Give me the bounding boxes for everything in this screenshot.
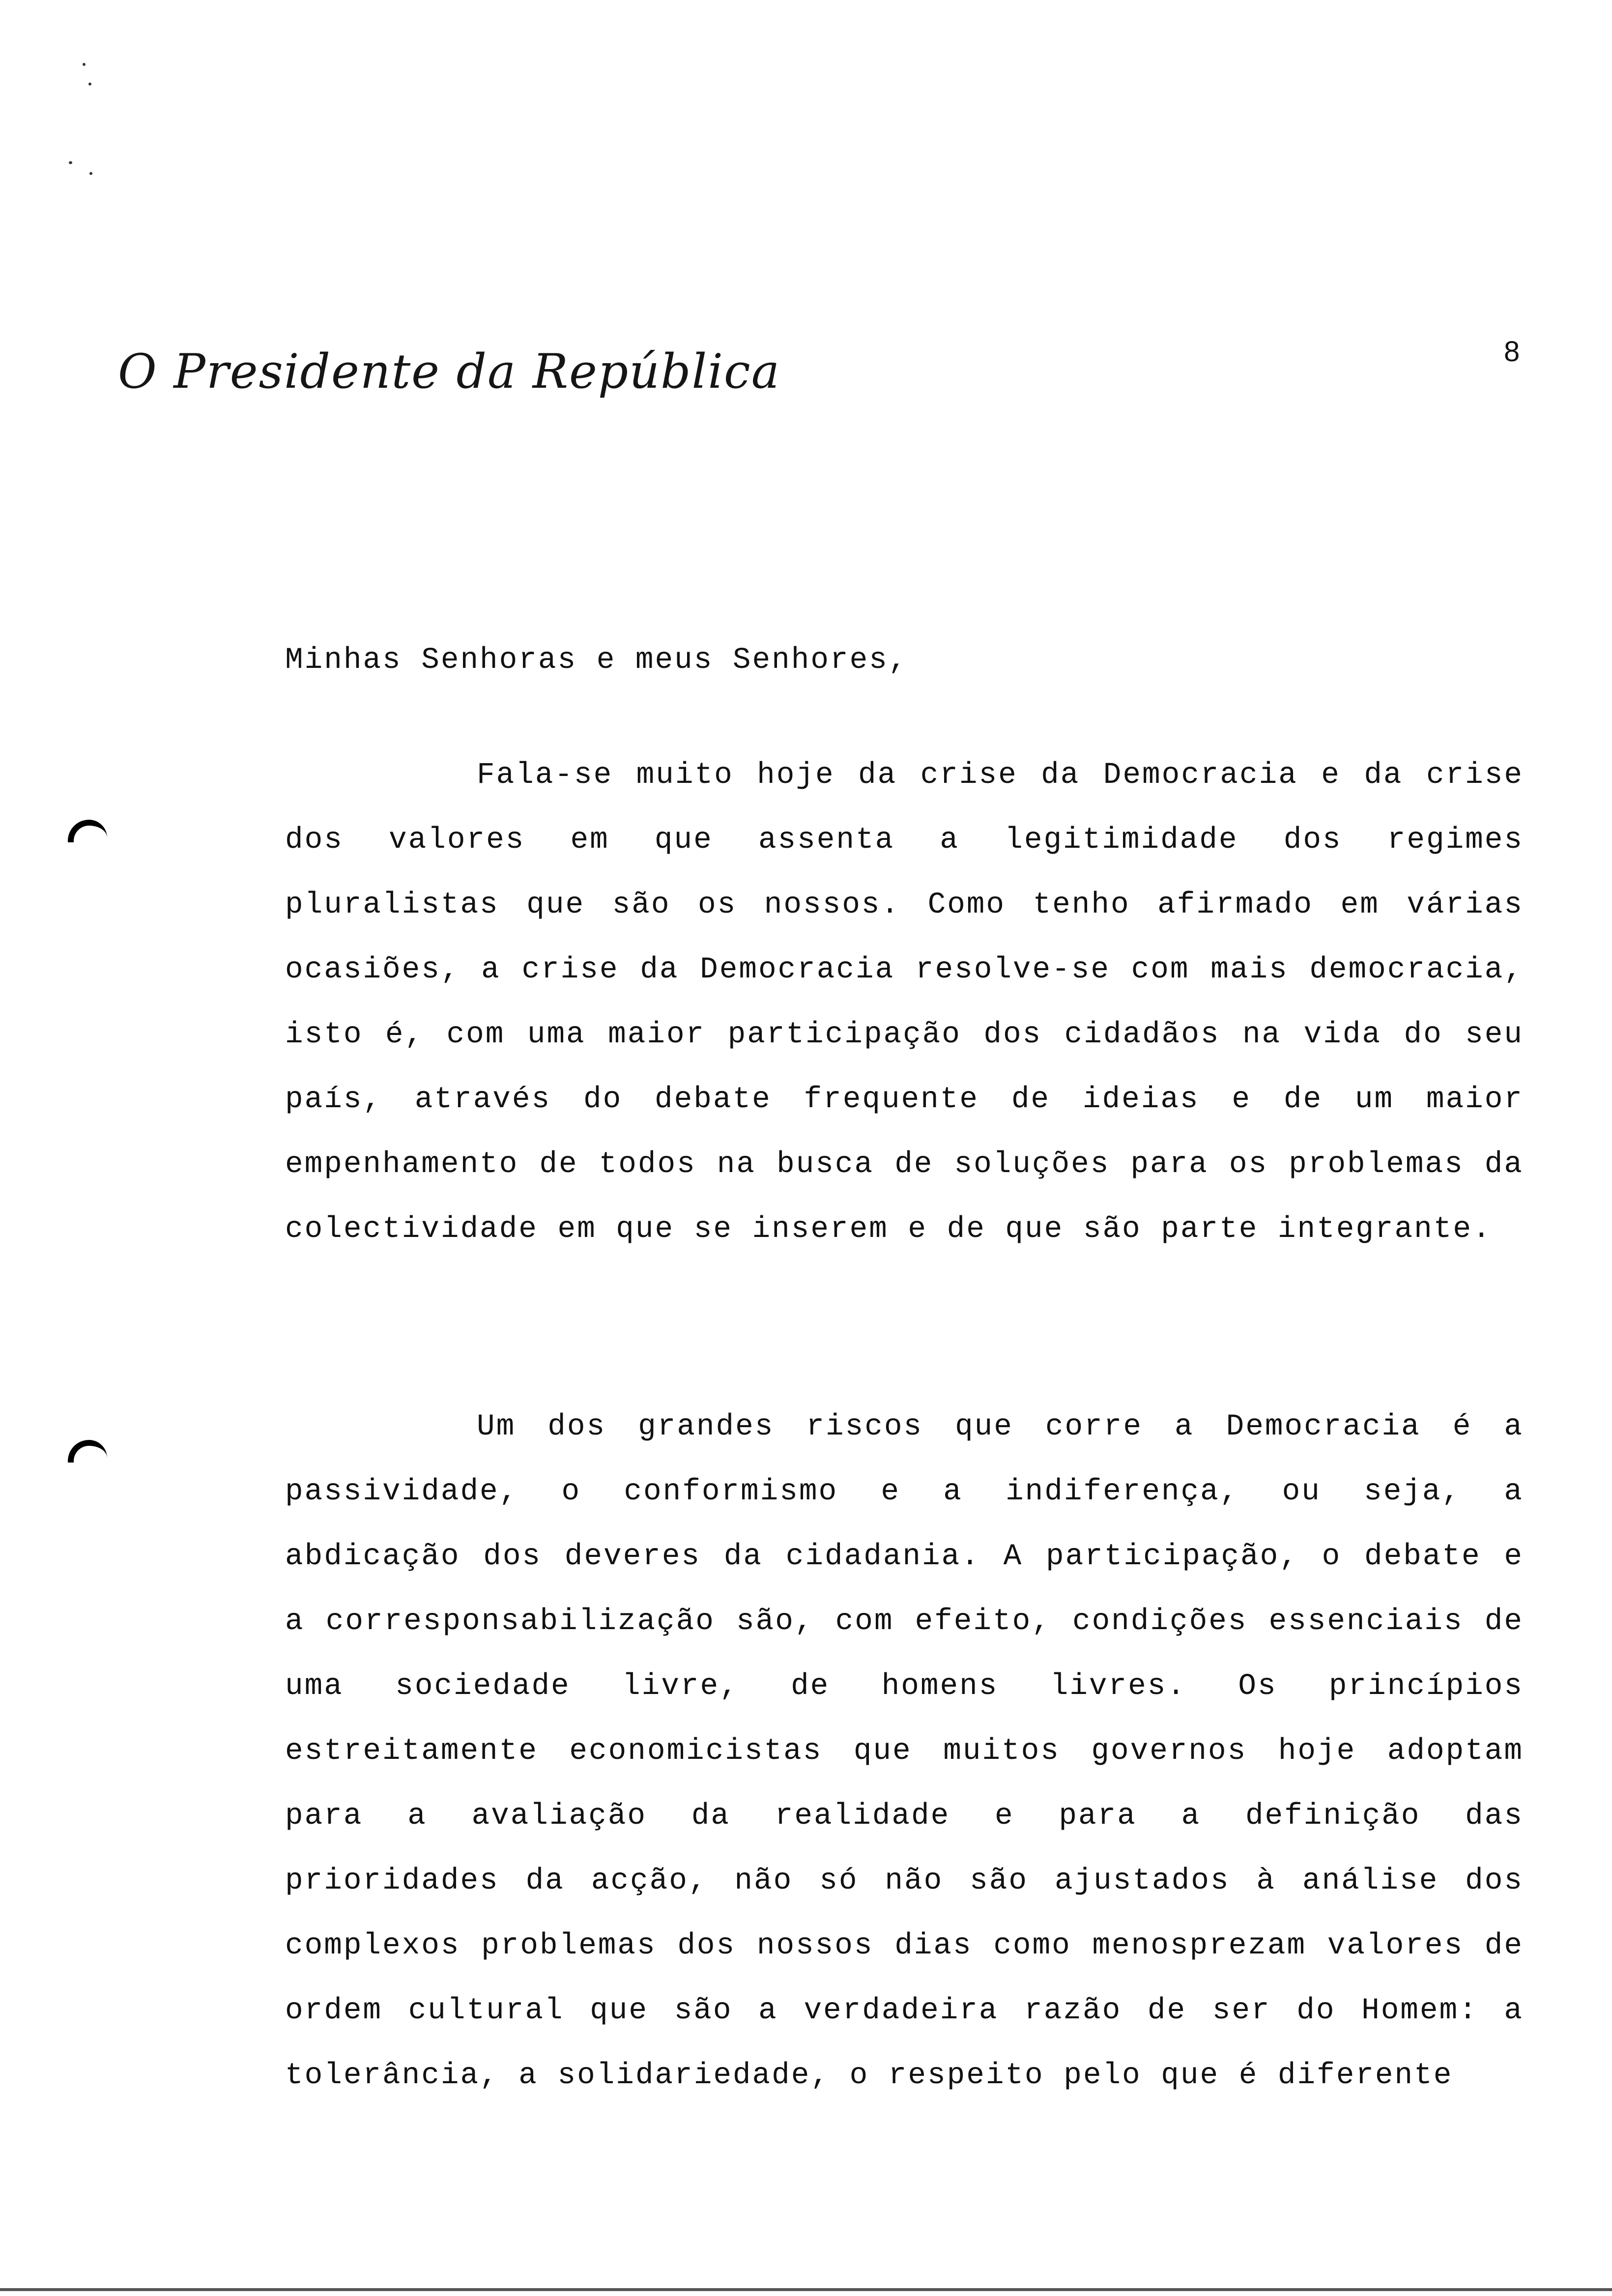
body-paragraph: Fala-se muito hoje da crise da Democracia e da crise dos valores em que assenta a legitimidade dos regimes pluralistas que são os nossos. Como tenho afirmado em várias ocasiões, a crise da Democracia resolve-se com mais democracia, isto é, com uma maior participação dos cidadãos na vida do seu país, através do debate frequente de ideias e de um maior empenhamento de todos na busca de soluções para os problemas da colectividade em que se inserem e de que são parte integrante.: [285, 758, 1524, 1246]
letterhead-title: O Presidente da República: [118, 344, 780, 399]
scan-speck: [89, 172, 92, 175]
scan-speck: [88, 83, 91, 86]
bottom-edge-line: [0, 2288, 1612, 2291]
salutation: Minhas Senhoras e meus Senhores,: [285, 643, 908, 677]
scan-speck: [69, 161, 72, 164]
body-paragraph: Um dos grandes riscos que corre a Democracia é a passividade, o conformismo e a indiferença, ou seja, a abdicação dos deveres da cidadania. A participação, o debate e a corresponsabilização são, com efeito, condições essenciais de uma sociedade livre, de homens livres. Os princípios estreitamente economicistas que muitos governos hoje adoptam para a avaliação da realidade e para a definição das prioridades da acção, não só não são ajustados à análise dos complexos problemas dos nossos dias como menosprezam valores de ordem cultural que são a verdadeira razão de ser do Homem: a tolerância, a solidariedade, o respeito pelo que é diferente: [285, 1410, 1524, 2093]
paragraph-mark-icon: [68, 820, 107, 842]
scan-speck: [83, 63, 86, 66]
page-number: 8: [1504, 336, 1520, 368]
paragraph-mark-icon: [68, 1440, 107, 1463]
